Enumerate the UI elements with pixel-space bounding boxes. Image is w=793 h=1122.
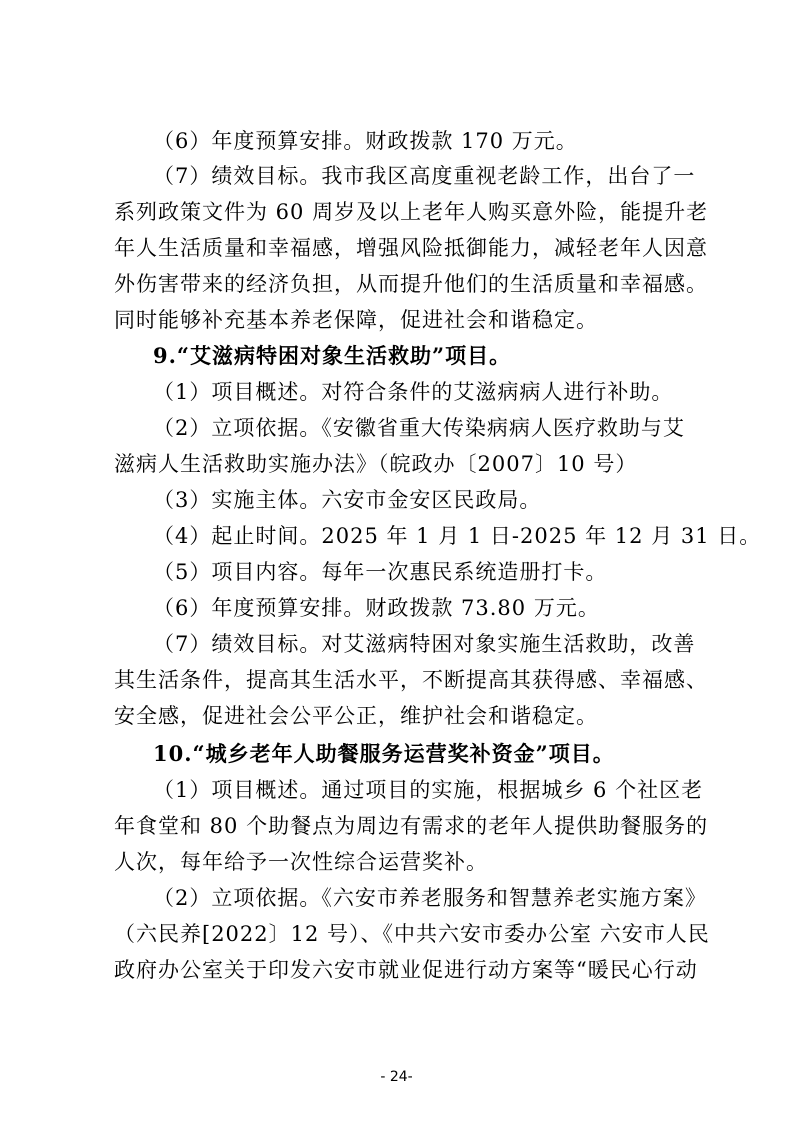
text-line-budget-170: （6）年度预算安排。财政拨款 170 万元。 xyxy=(153,129,578,153)
text-line-goal-7-e: 同时能够补充基本养老保障，促进社会和谐稳定。 xyxy=(114,308,598,332)
text-line-basis-10-c: 政府办公室关于印发六安市就业促进行动方案等“暖民心行动 xyxy=(114,958,698,982)
text-line-period-9: （4）起止时间。2025 年 1 月 1 日-2025 年 12 月 31 日。 xyxy=(153,524,762,548)
text-line-goal-7-a: （7）绩效目标。我市我区高度重视老龄工作，出台了一 xyxy=(153,164,696,188)
text-line-basis-9-b: 滋病人生活救助实施办法》（皖政办〔2007〕10 号） xyxy=(114,452,638,476)
text-line-goal-7-c: 年人生活质量和幸福感，增强风险抵御能力，减轻老年人因意 xyxy=(114,236,708,260)
text-line-basis-10-a: （2）立项依据。《六安市养老服务和智慧养老实施方案》 xyxy=(153,886,707,910)
section-heading-9: 9.“艾滋病特困对象生活救助”项目。 xyxy=(153,343,512,368)
text-line-basis-10-b: （六民养[2022〕12 号）、《中共六安市委办公室 六安市人民 xyxy=(114,922,710,946)
text-line-goal-7-b: 系列政策文件为 60 周岁及以上老年人购买意外险，能提升老 xyxy=(114,200,709,224)
text-line-overview-9: （1）项目概述。对符合条件的艾滋病病人进行补助。 xyxy=(153,380,674,404)
text-line-content-9: （5）项目内容。每年一次惠民系统造册打卡。 xyxy=(153,560,608,584)
text-line-basis-9-a: （2）立项依据。《安徽省重大传染病病人医疗救助与艾 xyxy=(153,416,685,440)
section-heading-10: 10.“城乡老年人助餐服务运营奖补资金”项目。 xyxy=(153,741,615,766)
page-number: - 24- xyxy=(380,1069,413,1085)
text-line-goal-7-d: 外伤害带来的经济负担，从而提升他们的生活质量和幸福感。 xyxy=(114,272,708,296)
text-line-overview-10-b: 年食堂和 80 个助餐点为周边有需求的老年人提供助餐服务的 xyxy=(114,814,709,838)
text-line-goal-9-a: （7）绩效目标。对艾滋病特困对象实施生活救助，改善 xyxy=(153,632,696,656)
text-line-overview-10-c: 人次，每年给予一次性综合运营奖补。 xyxy=(114,850,488,874)
text-line-goal-9-b: 其生活条件，提高其生活水平，不断提高其获得感、幸福感、 xyxy=(114,668,708,692)
text-line-implementer-9: （3）实施主体。六安市金安区民政局。 xyxy=(153,488,542,512)
text-line-budget-9: （6）年度预算安排。财政拨款 73.80 万元。 xyxy=(153,596,600,620)
text-line-overview-10-a: （1）项目概述。通过项目的实施，根据城乡 6 个社区老 xyxy=(153,778,704,802)
text-line-goal-9-c: 安全感，促进社会公平公正，维护社会和谐稳定。 xyxy=(114,704,598,728)
